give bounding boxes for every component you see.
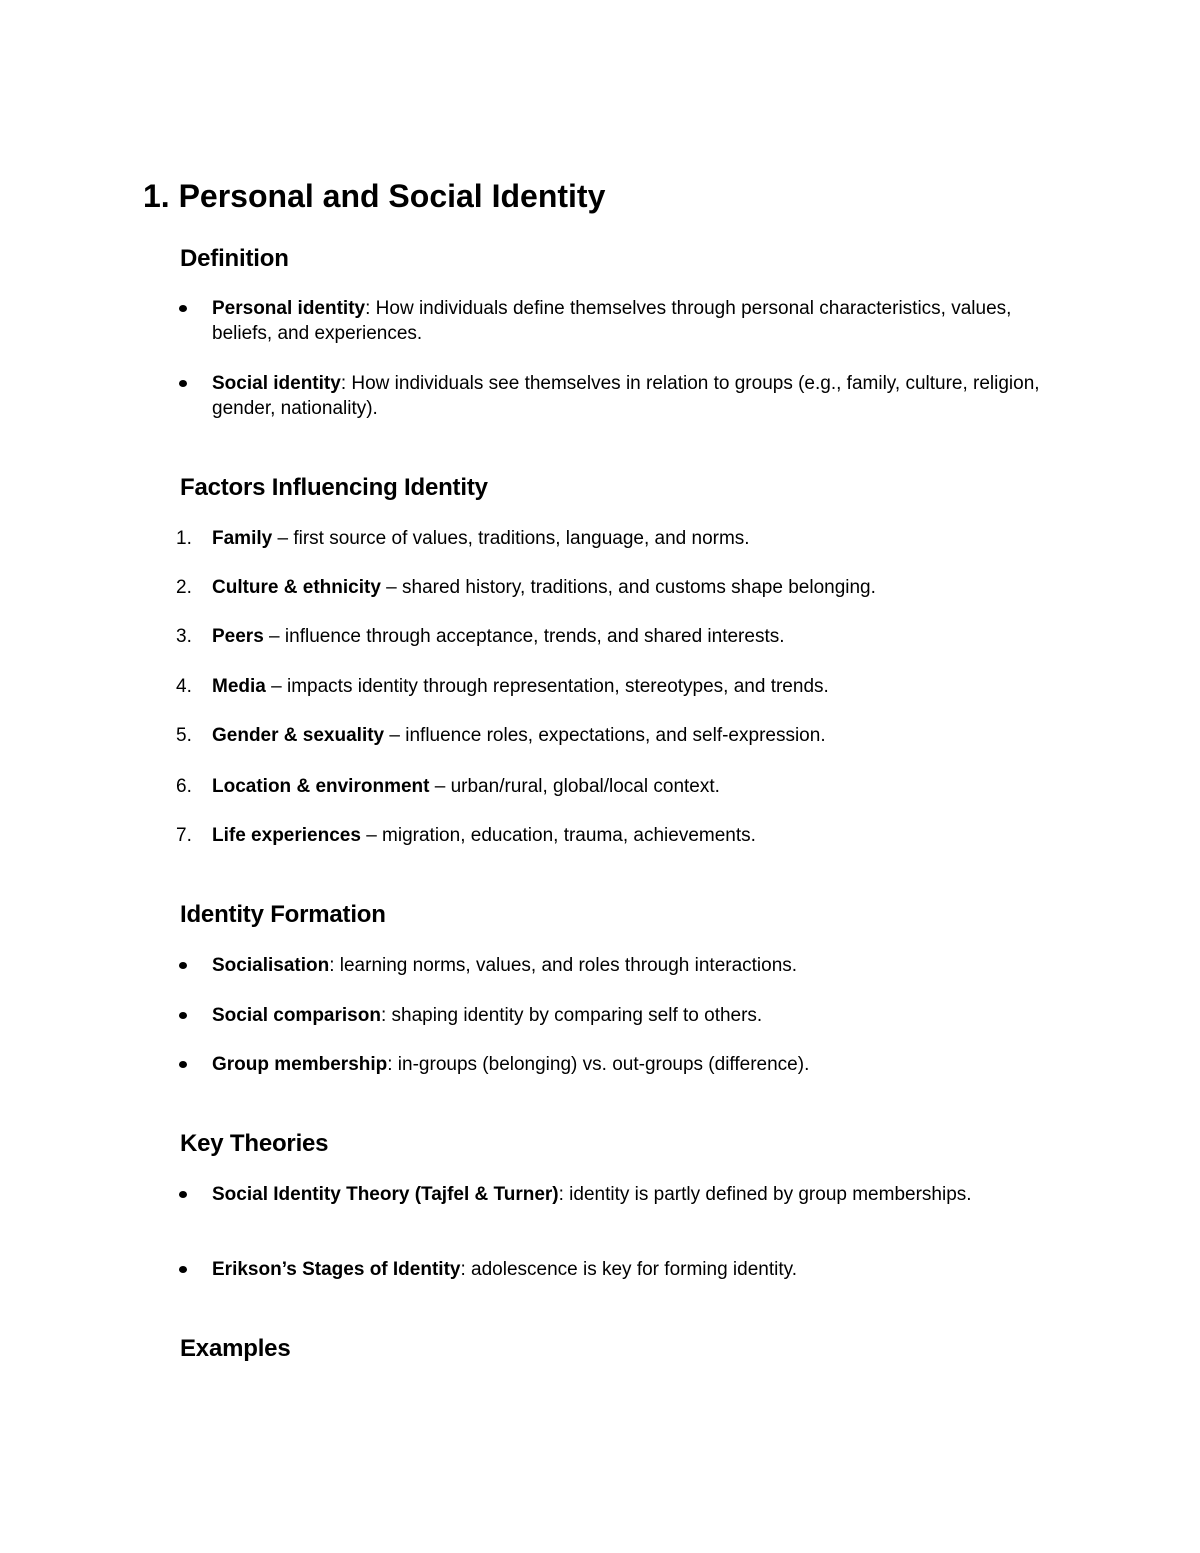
list-item-text (212, 953, 1056, 978)
bullet-icon (179, 1012, 187, 1019)
list-item-term: Social comparison (212, 1005, 381, 1026)
list-item-text (212, 526, 1056, 551)
list-item-description: : adolescence is key for forming identity. (460, 1259, 797, 1280)
list-item (176, 1003, 1056, 1028)
list-item-text (212, 774, 1056, 799)
list-item (176, 1052, 1056, 1077)
list-item-description: – influence roles, expectations, and self-expression. (384, 725, 826, 746)
list-item (176, 674, 1056, 699)
list-item-term: Life experiences (212, 825, 361, 846)
list-item (176, 1182, 1056, 1207)
list-item-description: – influence through acceptance, trends, and shared interests. (263, 626, 785, 647)
section-heading-theories: Key Theories (180, 1130, 329, 1157)
list-item-number: 4. (176, 676, 192, 697)
list-item (176, 371, 1056, 421)
list-item-description: : identity is partly defined by group memberships. (558, 1184, 972, 1205)
list-item-term: Erikson’s Stages of Identity (212, 1259, 461, 1280)
list-item-text (212, 296, 1056, 346)
list-item-description: : How individuals see themselves in relation to groups (e.g., family, culture, religion, gender, nationality). (212, 373, 1040, 419)
bullet-icon (179, 380, 187, 387)
list-item-text (212, 1182, 1056, 1207)
list-item-term: Media (212, 676, 266, 697)
section-heading-formation: Identity Formation (180, 901, 386, 928)
list-item-text (212, 823, 1056, 848)
list-item-number: 3. (176, 626, 192, 647)
list-item (176, 774, 1056, 799)
list-item (176, 823, 1056, 848)
list-item-term: Social Identity Theory (Tajfel & Turner) (212, 1184, 559, 1205)
list-item-number: 1. (176, 528, 192, 549)
list-item-description: – urban/rural, global/local context. (429, 776, 720, 797)
list-item-text (212, 1003, 1056, 1028)
list-item-description: : shaping identity by comparing self to others. (380, 1005, 763, 1026)
list-item-text (212, 1257, 1056, 1282)
list-item-term: Location & environment (212, 776, 430, 797)
document-title: 1. Personal and Social Identity (143, 178, 606, 214)
bullet-icon (179, 962, 187, 969)
list-item-number: 7. (176, 825, 192, 846)
list-item-number: 2. (176, 577, 192, 598)
list-item-term: Family (212, 528, 273, 549)
bullet-icon (179, 305, 187, 312)
list-item-term: Social identity (212, 373, 341, 394)
list-item-text (212, 1052, 1056, 1077)
bullet-icon (179, 1266, 187, 1273)
list-item-text (212, 371, 1056, 421)
list-item (176, 953, 1056, 978)
list-item-description: – impacts identity through representation, stereotypes, and trends. (265, 676, 829, 697)
section-heading-factors: Factors Influencing Identity (180, 474, 488, 501)
list-item-description: : How individuals define themselves through personal characteristics, values, beliefs, and experiences. (212, 298, 1012, 344)
list-item-description: – migration, education, trauma, achievements. (360, 825, 756, 846)
list-item-term: Gender & sexuality (212, 725, 385, 746)
list-item-description: – shared history, traditions, and customs shape belonging. (380, 577, 876, 598)
list-item-term: Personal identity (212, 298, 366, 319)
bullet-icon (179, 1191, 187, 1198)
list-item-text (212, 723, 1056, 748)
list-item (176, 723, 1056, 748)
list-item-description: – first source of values, traditions, language, and norms. (272, 528, 750, 549)
list-item-number: 5. (176, 725, 192, 746)
list-item (176, 296, 1056, 346)
list-item-term: Culture & ethnicity (212, 577, 381, 598)
section-heading-definition: Definition (180, 245, 289, 272)
section-heading-examples: Examples (180, 1335, 291, 1362)
list-item-term: Group membership (212, 1054, 388, 1075)
list-item-description: : in-groups (belonging) vs. out-groups (difference). (387, 1054, 810, 1075)
list-item (176, 624, 1056, 649)
list-item-text (212, 674, 1056, 699)
list-item (176, 526, 1056, 551)
bullet-icon (179, 1061, 187, 1068)
list-item-text (212, 575, 1056, 600)
list-item-text (212, 624, 1056, 649)
list-item-term: Socialisation (212, 955, 330, 976)
list-item-number: 6. (176, 776, 192, 797)
list-item-term: Peers (212, 626, 264, 647)
list-item (176, 1257, 1056, 1282)
list-item-description: : learning norms, values, and roles through interactions. (329, 955, 798, 976)
list-item (176, 575, 1056, 600)
